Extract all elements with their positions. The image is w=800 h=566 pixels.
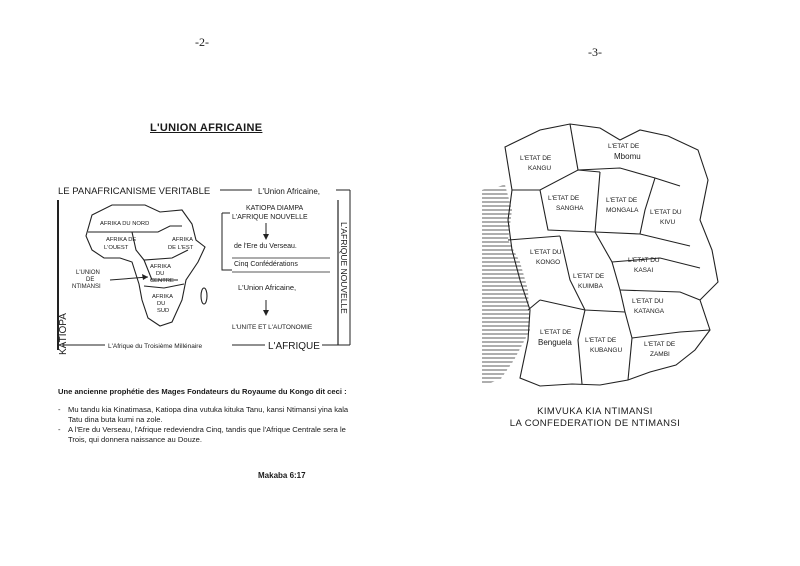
svg-text:ZAMBI: ZAMBI [650,351,670,358]
region-north-label: AFRIKA DU NORD [100,221,150,227]
svg-text:KIVU: KIVU [660,219,676,226]
svg-text:KONGO: KONGO [536,259,561,266]
flow-step3: L'Union Africaine, [238,283,297,292]
state-labels [520,143,682,358]
state-mbomu [608,143,641,161]
header-left-label: LE PANAFRICANISME VERITABLE [58,186,211,197]
svg-text:DU: DU [156,271,165,277]
svg-text:L'ETAT DE: L'ETAT DE [540,329,572,336]
flow-step4: L'UNITE ET L'AUTONOMIE [232,324,313,331]
svg-text:L'ETAT DE: L'ETAT DE [606,197,638,204]
svg-text:KUBANGU: KUBANGU [590,347,623,354]
state-kivu [650,209,682,226]
svg-text:L'OUEST: L'OUEST [104,245,129,251]
side-left-label: KATIOPA [58,313,69,355]
left-page-title: L'UNION AFRICAINE [150,122,263,134]
svg-text:L'ETAT DU: L'ETAT DU [530,249,562,256]
confederation-caption [495,406,695,430]
svg-text:L'ETAT DE: L'ETAT DE [548,195,580,202]
svg-text:NTIMANSI: NTIMANSI [72,284,101,290]
caption-line-1: KIMVUKA KIA NTIMANSI [537,406,653,417]
svg-text:DE L'EST: DE L'EST [168,245,194,251]
prophecy-intro: Une ancienne prophétie des Mages Fondateurs du Royaume du Kongo dit ceci : [58,387,347,396]
svg-text:KANGU: KANGU [528,165,552,172]
state-kubangu [585,337,622,354]
flow-step2: Cinq Confédérations [234,261,298,268]
svg-text:KUIMBA: KUIMBA [578,283,603,290]
page-number-right: -3- [588,45,602,59]
svg-text:SANGHA: SANGHA [556,205,584,212]
state-katanga [632,298,665,315]
region-centre-label: AFRIKA [150,264,171,270]
svg-text:L'UNION: L'UNION [76,270,100,276]
state-benguela [538,329,572,347]
state-sangha [548,195,584,212]
svg-text:L'ETAT DE: L'ETAT DE [585,337,617,344]
caption-line-2: LA CONFEDERATION DE NTIMANSI [509,418,681,429]
region-south-label: AFRIKA [152,294,173,300]
svg-text:CENTRE: CENTRE [150,278,174,284]
list-item: - Mu tandu kia Kinatimasa, Katiopa dina vutuka kituka Tanu, kansi Ntimansi yina kala Tatu dina buta kumi na zole. [58,405,358,425]
svg-text:DU: DU [157,301,166,307]
state-kongo [530,249,562,266]
state-kangu [520,155,552,172]
page-number-left: -2- [195,35,209,49]
svg-text:DE: DE [86,277,95,283]
flow-step1: de l'Ere du Verseau. [234,243,297,250]
footer-right-label: L'AFRIQUE [268,341,320,352]
side-right-label: L'AFRIQUE NOUVELLE [339,222,349,314]
state-zambi [644,341,676,358]
svg-text:KATANGA: KATANGA [634,308,665,315]
ocean-hatching [482,185,530,385]
svg-text:L'ETAT DE: L'ETAT DE [644,341,676,348]
svg-text:L'ETAT DU: L'ETAT DU [628,257,660,264]
svg-text:L'ETAT DU: L'ETAT DU [632,298,664,305]
svg-text:KASAI: KASAI [634,267,654,274]
state-kasai [628,257,660,274]
svg-text:L'ETAT DE: L'ETAT DE [573,273,605,280]
state-kuimba [573,273,605,290]
flow-box-line2: L'AFRIQUE NOUVELLE [232,214,308,221]
svg-text:MONGALA: MONGALA [606,207,639,214]
footer-left-label: L'Afrique du Troisième Millénaire [108,343,203,350]
reference-label: Makaba 6:17 [258,471,306,480]
header-right-label: L'Union Africaine, [258,187,321,196]
state-mongala [606,197,639,214]
region-east-label: AFRIKA [172,237,193,243]
flow-box-line1: KATIOPA DIAMPA [246,205,304,212]
svg-text:SUD: SUD [157,308,170,314]
list-item: - A l'Ere du Verseau, l'Afrique redeviendra Cinq, tandis que l'Afrique Centrale sera le Trois, qui donnera naissance au Douze. [58,425,358,445]
svg-text:L'ETAT DE: L'ETAT DE [520,155,552,162]
svg-text:Benguela: Benguela [538,338,572,347]
region-west-label: AFRIKA DE [106,237,137,243]
svg-text:Mbomu: Mbomu [614,152,641,161]
svg-text:L'ETAT DU: L'ETAT DU [650,209,682,216]
svg-text:L'ETAT DE: L'ETAT DE [608,143,640,150]
